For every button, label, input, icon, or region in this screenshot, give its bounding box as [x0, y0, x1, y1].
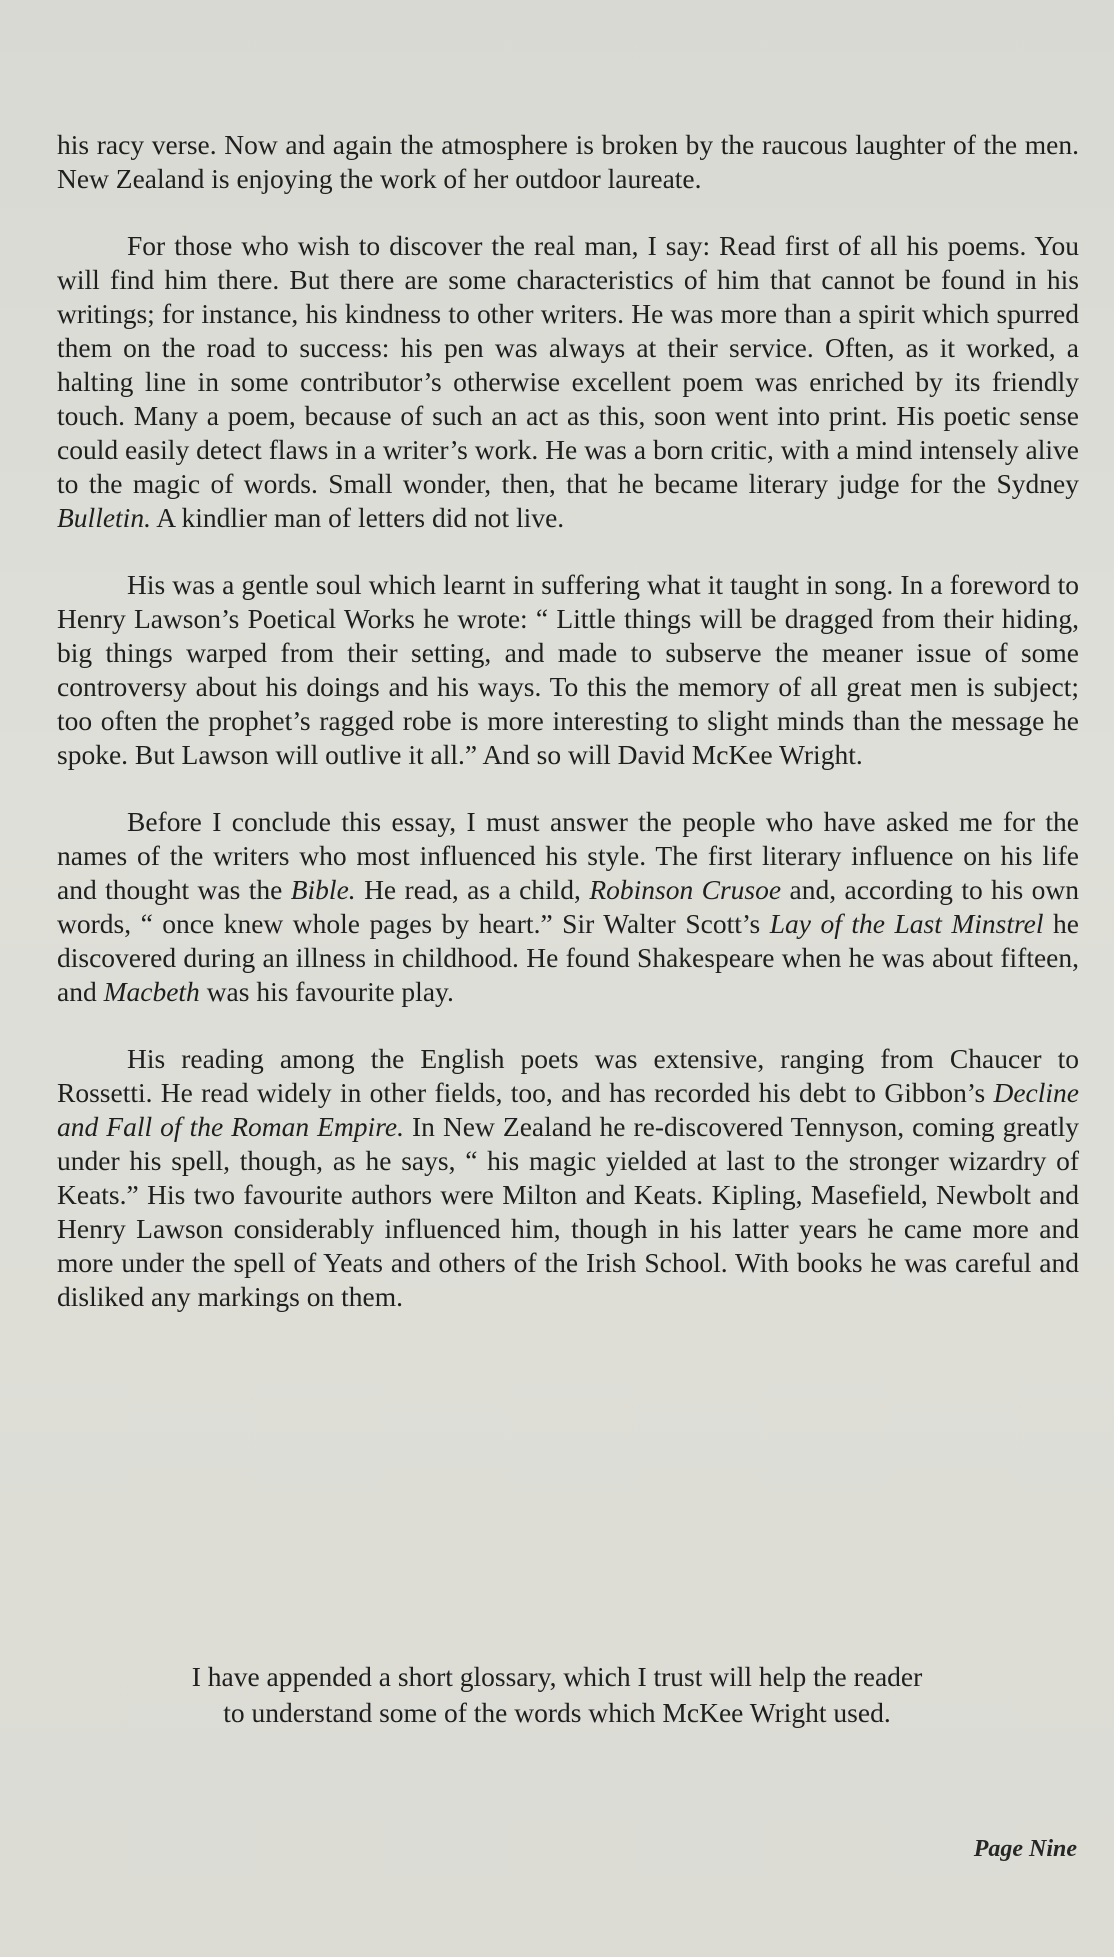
paragraph-4-text-a: Before I conclude this essay, I must answer the people who have asked me for the names of the writers who most influenced his style. The first literary influence on his life and thought was the — [57, 806, 1079, 905]
page-number: Page Nine — [973, 1836, 1077, 1862]
paragraph-1-text: his racy verse. Now and again the atmosphere is broken by the raucous laughter of the men. New Zealand is enjoying the work of her outdoor laureate. — [57, 129, 1079, 194]
paragraph-5 — [57, 1042, 1079, 1314]
bulletin-title: Bulletin. — [57, 502, 151, 533]
paragraph-4-text-d: he discovered during an illness in childhood. He found Shakespeare when he was about fifteen, and — [57, 908, 1079, 1007]
paragraph-4-text-e: was his favourite play. — [199, 976, 454, 1007]
paragraph-2-text-a: For those who wish to discover the real man, I say: Read first of all his poems. You will find him there. But there are some characteristics of him that cannot be found in his writings; for instance, his kindness to other writers. He was more than a spirit which spurred them on the road to success: his pen was always at their service. Often, as it worked, a halting line in some contributor’s otherwise excellent poem was enriched by its friendly touch. Many a poem, because of such an act as this, soon went into print. His poetic sense could easily detect flaws in a writer’s work. He was a born critic, with a mind intensely alive to the magic of words. Small wonder, then, that he became literary judge for the Sydney — [57, 230, 1079, 499]
glossary-note — [57, 1659, 1057, 1731]
paragraph-4-text-b: He read, as a child, — [355, 874, 590, 905]
paragraph-2 — [57, 229, 1079, 535]
essay-body — [57, 128, 1079, 1347]
paragraph-3 — [57, 568, 1079, 772]
glossary-note-line-2: to understand some of the words which McKee Wright used. — [223, 1697, 891, 1728]
paragraph-5-text-b: In New Zealand he re-discovered Tennyson, coming greatly under his spell, though, as he says, “ his magic yielded at last to the stronger wizardry of Keats.” His two favourite authors were Milton and Keats. Kipling, Masefield, Newbolt and Henry Lawson considerably influenced him, though in his latter years he came more and more under the spell of Yeats and others of the Irish School. With books he was careful and disliked any markings on them. — [57, 1111, 1079, 1312]
paragraph-4-text-c: and, according to his own words, “ once knew whole pages by heart.” Sir Walter Scott’s — [57, 874, 1079, 939]
decline-and-fall-title: Decline and Fall of the Roman Empire. — [57, 1077, 1079, 1142]
paragraph-2-text-b: A kindlier man of letters did not live. — [150, 502, 565, 533]
paragraph-1 — [57, 128, 1079, 196]
paragraph-3-text: His was a gentle soul which learnt in suffering what it taught in song. In a foreword to Henry Lawson’s Poetical Works he wrote: “ Little things will be dragged from their hiding, big things warped from their setting, and made to subserve the meaner issue of some controversy about his doings and his ways. To this the memory of all great men is subject; too often the prophet’s ragged robe is more interesting to slight minds than the message he spoke. But Lawson will outlive it all.” And so will David McKee Wright. — [57, 569, 1079, 770]
paragraph-4 — [57, 805, 1079, 1009]
bible-title: Bible. — [290, 874, 356, 905]
paragraph-5-text-a: His reading among the English poets was extensive, ranging from Chaucer to Rossetti. He read widely in other fields, too, and has recorded his debt to Gibbon’s — [57, 1043, 1079, 1108]
last-minstrel-title: Lay of the Last Minstrel — [769, 908, 1044, 939]
glossary-note-line-1: I have appended a short glossary, which I trust will help the reader — [191, 1661, 923, 1692]
robinson-crusoe-title: Robinson Crusoe — [589, 874, 782, 905]
macbeth-title: Macbeth — [103, 976, 200, 1007]
